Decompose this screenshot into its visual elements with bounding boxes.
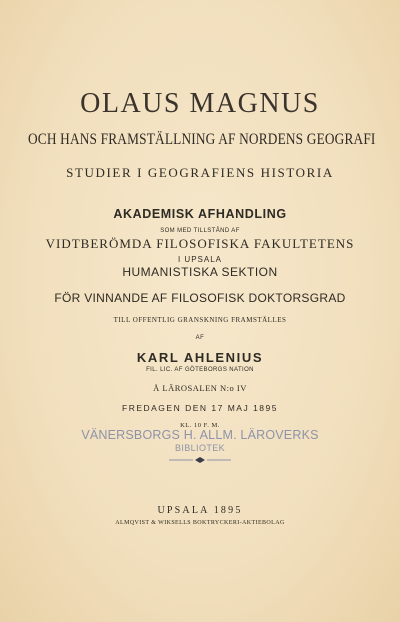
series-line: STUDIER I GEOGRAFIENS HISTORIA [66,165,334,180]
time-line: KL. 10 F. M. [180,422,220,429]
section-line: HUMANISTISKA SEKTION [122,265,278,279]
faculty-line: VIDTBERÖMDA FILOSOFISKA FAKULTETENS [45,236,355,251]
venue-line: Å LÄROSALEN N:o IV [153,383,247,393]
author-info: FIL. LIC. AF GÖTEBORGS NATION [146,367,254,373]
thesis-type: AKADEMISK AFHANDLING [113,207,287,221]
ornament-rule-icon [165,456,235,464]
printer-line: ALMQVIST & WIKSELLS BOKTRYCKERI-AKTIEBOLAG [115,520,285,526]
author-name: KARL AHLENIUS [136,350,264,365]
date-line: FREDAGEN DEN 17 MAJ 1895 [122,403,278,413]
book-subtitle: OCH HANS FRAMSTÄLLNING AF NORDENS GEOGRAFI [28,131,376,148]
stamp-line-1: VÄNERSBORGS H. ALLM. LÄROVERKS [81,428,319,442]
library-stamp [0,428,400,453]
degree-line: FÖR VINNANDE AF FILOSOFISK DOKTORSGRAD [54,291,346,305]
permission-line: SOM MED TILLSTÅND AF [160,228,240,234]
by-line: AF [195,335,205,341]
book-title: OLAUS MAGNUS [80,88,320,119]
examination-line: TILL OFFENTLIG GRANSKNING FRAMSTÄLLES [113,316,287,324]
stamp-line-2: BIBLIOTEK [174,443,226,453]
imprint-place-year: UPSALA 1895 [157,505,243,516]
place-line: I UPSALA [177,255,222,264]
